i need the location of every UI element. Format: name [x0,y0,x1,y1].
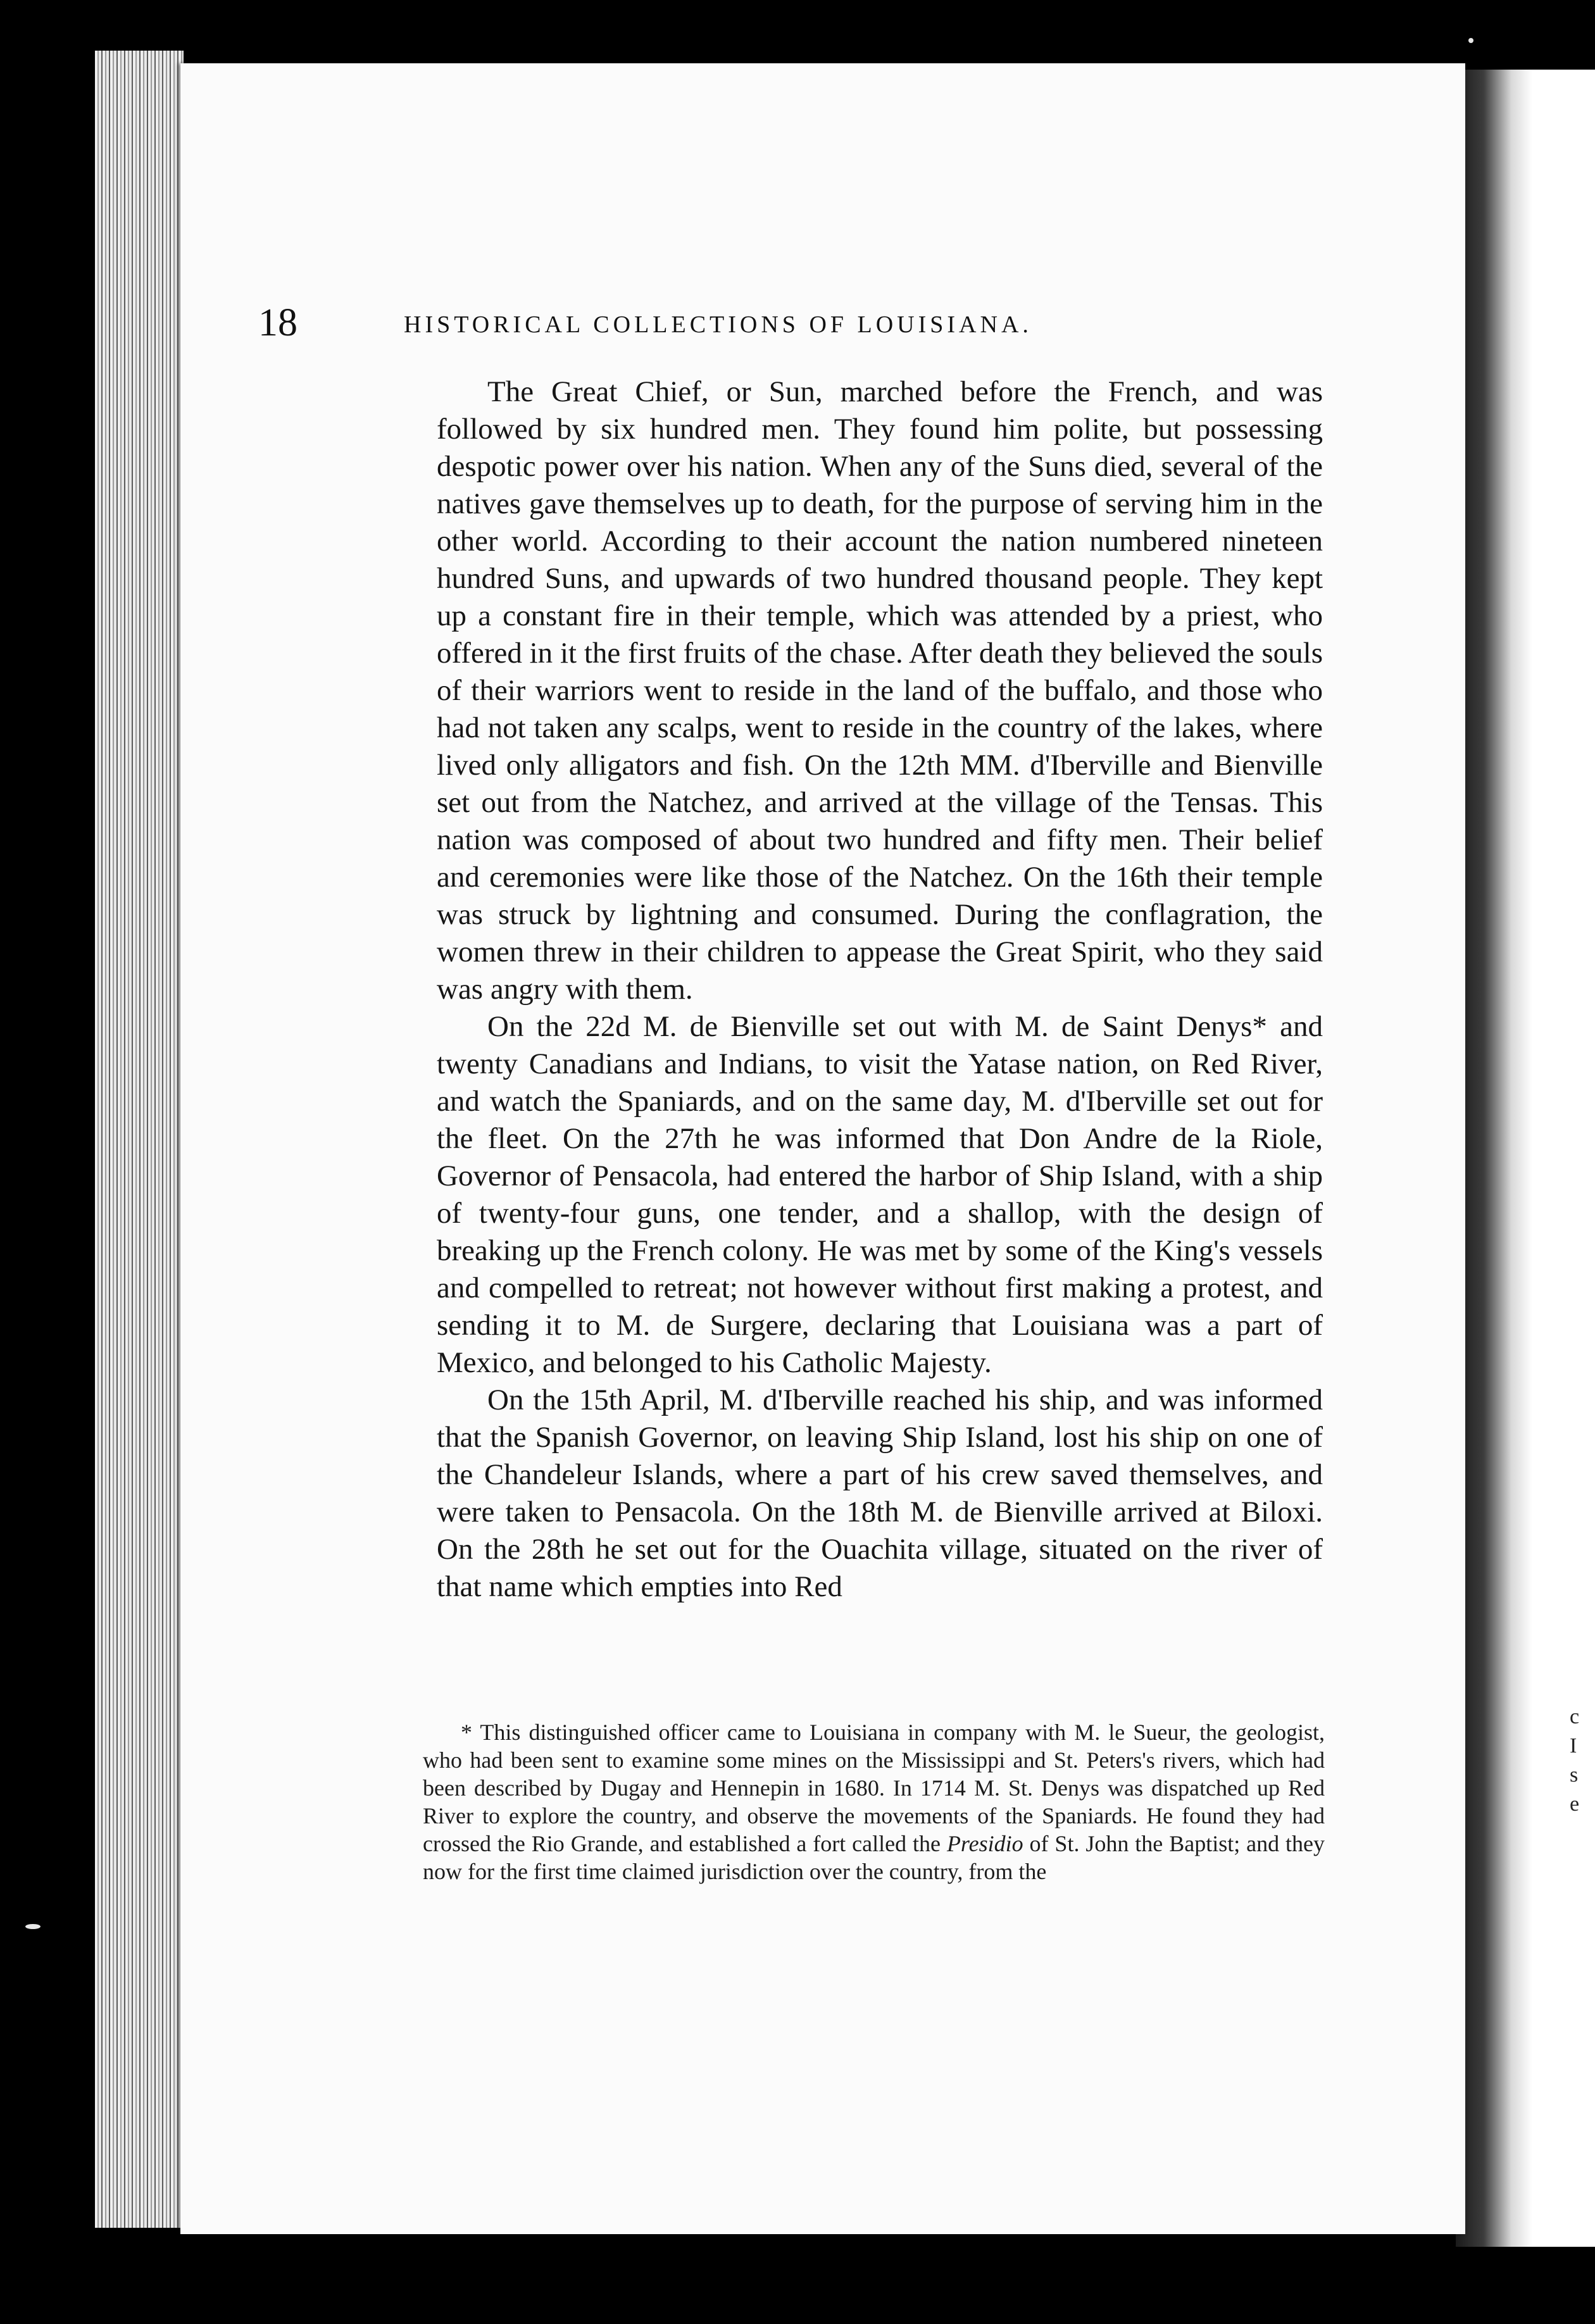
edge-fragment: e [1570,1792,1580,1816]
scan-speck [1468,38,1473,43]
facing-page-fragments [1570,1702,1595,1819]
facing-page-shadow [1456,70,1595,2247]
footnote-text-start: * This distinguished officer came to Louisiana in company with M. le Sueur, the geologist, who had been sent to examine some mines on the Mississippi and St. Peters's rivers, which had been described by Dugay and Hennepin in 1680. In 1714 M. St. Denys was dispatched up Red River to explore the country, and observe the movements of the Spaniards. He found they had crossed the Rio Grande, and established a fort called the [423,1720,1325,1856]
edge-fragment: s [1570,1763,1579,1787]
page-header [258,297,1315,348]
footnote-paragraph [423,1718,1325,1885]
page-number: 18 [258,301,297,344]
edge-fragment: I [1570,1734,1577,1758]
footnote-text-end: of St. John the Baptist; and they now for the first time claimed jurisdiction over the country, from the [423,1831,1325,1884]
paragraph: On the 22d M. de Bienville set out with M. de Saint Denys* and twenty Canadians and Indians, to visit the Yatase nation, on Red River, and watch the Spaniards, and on the same day, M. d'Iberville set out for the fleet. On the 27th he was informed that Don Andre de la Riole, Governor of Pensacola, had entered the harbor of Ship Island, with a ship of twenty-four guns, one tender, and a shallop, with the design of breaking up the French colony. He was met by some of the King's vessels and compelled to retreat; not however without first making a protest, and sending it to M. de Surgere, declaring that Louisiana was a part of Mexico, and belonged to his Catholic Majesty. [437,1010,1323,1379]
page-stack-edges [95,51,184,2228]
edge-fragment: c [1570,1705,1580,1728]
body-text [437,373,1323,1606]
scan-speck [25,1924,41,1929]
paragraph: On the 15th April, M. d'Iberville reached his ship, and was informed that the Spanish Governor, on leaving Ship Island, lost his ship on one of the Chandeleur Islands, where a part of his crew saved themselves, and were taken to Pensacola. On the 18th M. de Bienville arrived at Biloxi. On the 28th he set out for the Ouachita village, situated on the river of that name which empties into Red [437,1384,1323,1603]
running-title: HISTORICAL COLLECTIONS OF LOUISIANA. [404,311,1032,338]
footnote [423,1718,1325,1885]
paragraph: The Great Chief, or Sun, marched before the French, and was followed by six hundred men. They found him polite, but possessing despotic power over his nation. When any of the Suns died, several of the natives gave themselves up to death, for the purpose of serving him in the other world. According to their account the nation numbered nineteen hundred Suns, and upwards of two hundred thousand people. They kept up a constant fire in their temple, which was attended by a priest, who offered in it the first fruits of the chase. After death they believed the souls of their warriors went to reside in the land of the buffalo, and those who had not taken any scalps, went to reside in the country of the lakes, where lived only alligators and fish. On the 12th MM. d'Iberville and Bienville set out from the Natchez, and arrived at the village of the Tensas. This nation was composed of about two hundred and fifty men. Their belief and ceremonies were like those of the Natchez. On the 16th their temple was struck by lightning and consumed. During the conflagration, the women threw in their children to appease the Great Spirit, who they said was angry with them. [437,375,1323,1006]
footnote-italic-term: Presidio [946,1831,1023,1856]
